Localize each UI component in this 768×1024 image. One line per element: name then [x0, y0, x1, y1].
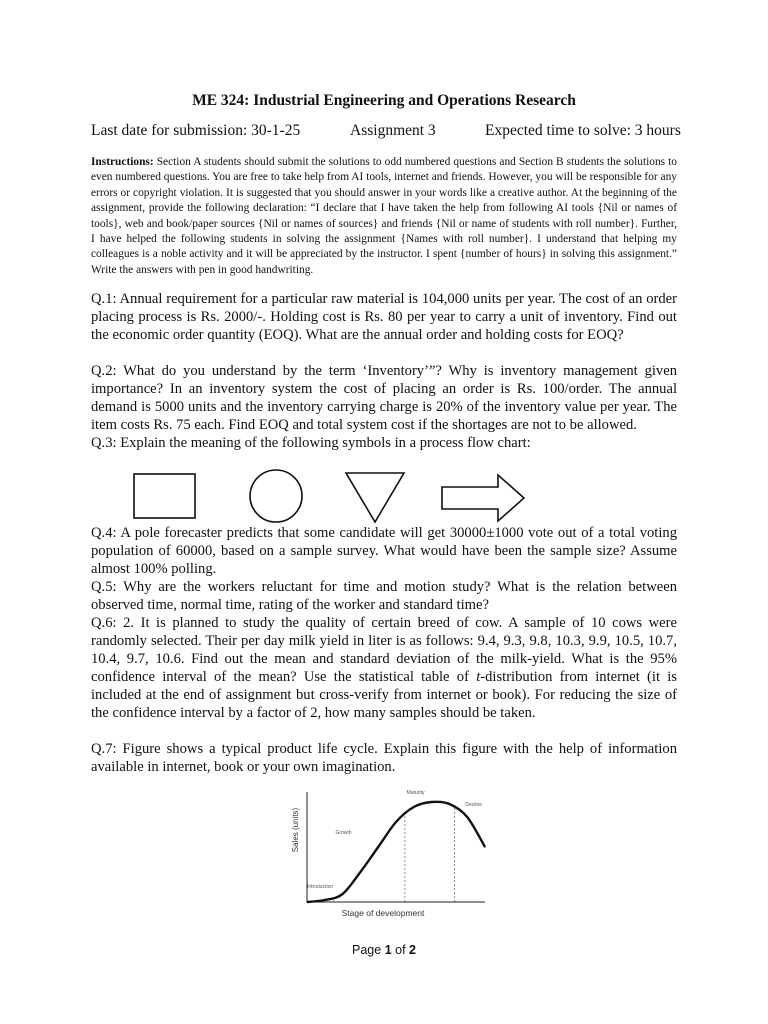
instructions [91, 155, 677, 278]
sales-point [413, 806, 414, 807]
question-7: Q.7: Figure shows a typical product life cycle. Explain this figure with the help of information available in internet, book or your own imagination. [91, 741, 677, 775]
y-axis-label: Sales (units) [291, 807, 300, 853]
sales-curve [307, 802, 485, 902]
page-prefix: Page [352, 943, 385, 957]
sales-point [378, 846, 379, 847]
page-total: 2 [409, 943, 416, 957]
question-6 [91, 614, 677, 722]
question-6-rest: -distribution from internet (it is included at the end of assignment but cross-verify from internet or book). For reducing the size of the confidence interval by a factor of 2, how many samples should be taken. [91, 669, 677, 721]
instructions-label: Instructions: [91, 156, 154, 168]
sales-point [484, 846, 485, 847]
stage-labels [307, 790, 482, 890]
page-title: ME 324: Industrial Engineering and Operations Research [192, 92, 576, 109]
page-current: 1 [384, 943, 392, 957]
sales-point [395, 821, 396, 822]
stage-label-decline: Decline [465, 802, 483, 808]
page-mid: of [391, 943, 410, 957]
page-footer [0, 943, 768, 957]
sales-point [449, 803, 450, 804]
storage-triangle-symbol [346, 473, 404, 522]
question-6-intro: Q.6: 2. It is planned to study the quality of certain breed of cow. A sample of 10 cows were randomly selected. Their per day milk yield in liter is as follows: [91, 615, 677, 649]
operation-rectangle-symbol [134, 474, 195, 518]
question-6-data: 9.4, 9.3, 9.8, 10.3, 9.9, 10.5, 10.7, 10.4, 9.7, 10.6. Find out the mean and standard deviation of the milk-yield. What is the 95% confidence interval of the mean? Use the statistical table of [91, 633, 677, 685]
sales-point [342, 893, 343, 894]
question-4: Q.4: A pole forecaster predicts that some candidate will get 30000±1000 vote out of a total voting population of 60000, based on a sample survey. What would have been the sample size? Assume almost 100% polling. [91, 525, 677, 577]
question-3: Q.3: Explain the meaning of the following symbols in a process flow chart: [91, 435, 531, 451]
question-6-t-symbol: t [476, 669, 481, 685]
stage-dividers [334, 808, 455, 902]
expected-time: Expected time to solve: 3 hours [485, 122, 681, 139]
stage-label-maturity: Maturity [406, 790, 425, 796]
sales-point [360, 871, 361, 872]
stage-label-growth: Growth [335, 830, 352, 836]
product-life-cycle-chart [283, 778, 493, 920]
transport-arrow-symbol [442, 475, 524, 521]
circle-symbol [250, 470, 302, 522]
x-axis-label: Stage of development [341, 908, 425, 918]
sales-point [467, 816, 468, 817]
instructions-text: Section A students should submit the solutions to odd numbered questions and Section B students the solutions to even numbered questions. You are free to take help from AI tools, internet and friends. However, you will be responsible for any errors or copyright violation. It is suggested that you should answer in your words like a creative author. At the beginning of the assignment, provide the following declaration: “I declare that I have taken the help from following AI tools {Nil or names of tools}, web and book/paper sources {Nil or names of sources} and friends {Nil or name of students with roll number}. Further, I have helped the following students in solving the assignment {Names with roll number}. I understand that helping my colleagues is a noble activity and it will be appreciated by the instructor. I spent {number of hours} in solving this assignment.” Write the answers with pen in good handwriting. [91, 156, 677, 276]
submission-date: Last date for submission: 30-1-25 [91, 122, 301, 139]
question-5: Q.5: Why are the workers reluctant for time and motion study? What is the relation between observed time, normal time, rating of the worker and standard time? [91, 579, 677, 613]
sales-point [306, 901, 307, 902]
question-2: Q.2: What do you understand by the term ‘Inventory’”? Why is inventory management given importance? In an inventory system the cost of placing an order is Rs. 100/order. The annual demand is 5000 units and the inventory carrying charge is 20% of the inventory value per year. The item costs Rs. 75 each. Find EOQ and total system cost if the shortages are not to be allowed. [91, 363, 677, 433]
sales-data-points [306, 801, 485, 902]
flow-chart-symbols [128, 468, 548, 528]
question-1: Q.1: Annual requirement for a particular raw material is 104,000 units per year. The cost of an order placing process is Rs. 2000/-. Holding cost is Rs. 80 per year to carry a unit of inventory. Find out the economic order quantity (EOQ). What are the annual order and holding costs for EOQ? [91, 291, 677, 343]
sales-point [431, 801, 432, 802]
assignment-number: Assignment 3 [350, 122, 436, 139]
stage-label-introduction: Introduction [307, 884, 334, 890]
sales-point [324, 899, 325, 900]
